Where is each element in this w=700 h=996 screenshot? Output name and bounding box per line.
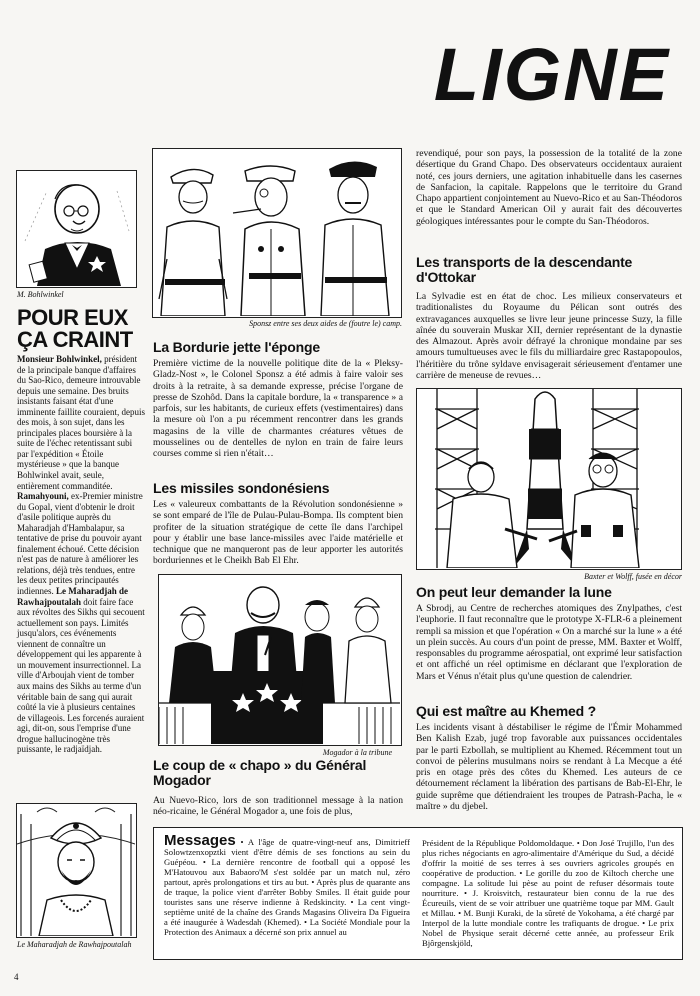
missiles-headline: Les missiles sondonésiens — [153, 480, 330, 496]
lune-article: A Sbrodj, au Centre de recherches atomiques des Znylpathes, c'est l'euphorie. Il faut reconnaître que le prototype X-FLR-6 a pleinement rempli sa mission et que l'opération « On a marché sur la lune » a été un plein succès. Au cours d'un point de presse, MM. Baxter et Wolff, responsables du programme aérospatial, ont exprimé leur satisfaction et ont affiché un réel optimisme en déclarant que l'exploration de Mars et Vénus n'était plus qu'une question de calendrier. — [416, 603, 682, 682]
missiles-article: Les « valeureux combattants de la Révolution sondonésienne » se sont emparé de l'île de Pulau-Pulau-Bompa. Ils comptent bien profiter de la situation stratégique de cette île dans l'archipel pour y établir une base lance-missiles avec l'aide matérielle et technique que ne manqueront pas de leur apporter les autorités borduriennes et le Cheikh Bab El Ehr. — [153, 499, 403, 567]
mogador-illustration — [158, 574, 402, 746]
left-column-text — [17, 354, 145, 755]
messages-title: Messages — [164, 832, 236, 849]
bordurie-headline: La Bordurie jette l'éponge — [153, 339, 320, 355]
portrait-caption: M. Bohlwinkel — [17, 290, 64, 299]
mogador-article: Au Nuevo-Rico, lors de son traditionnel message à la nation néo-ricaine, le Général Mogador a, une fois de plus, — [153, 795, 403, 818]
maharadjah-portrait — [16, 803, 137, 938]
maharadjah-caption: Le Maharadjah de Rawhajpoutalah — [17, 940, 132, 949]
masthead: LIGNE — [433, 33, 670, 116]
messages-col-1 — [164, 832, 410, 937]
lune-headline: On peut leur demander la lune — [416, 584, 612, 600]
ottokar-headline: Les transports de la descendante d'Ottokar — [416, 254, 633, 285]
left-column-title: POUR EUX ÇA CRAINT — [17, 305, 133, 352]
khemed-article: Les incidents visant à déstabiliser le régime de l'Émir Mohammed Ben Kalish Ezab, jugé trop favorable aux puissances occidentales par le parti Ezbollah, se multiplient au Khemed. Récemment tout un convoi de pèlerins musulmans noirs se rendant à La Mecque a été pris en otage près des côtes du Khemed. Les auteurs de ce détournement réclament la libération des partisans de Bab-El-Ehr, le guide suprême que détiendraient les troupes de Patrash-Pacha, le « maître » du djebel. — [416, 722, 682, 813]
mogador-headline: Le coup de « chapo » du Général Mogador — [153, 757, 367, 788]
grand-chapo-article: revendiqué, pour son pays, la possession de la totalité de la zone désertique du Grand Chapo. Des observateurs occidentaux auraient noté, ces jours derniers, une agitation inhabituelle dans les casernes de Sanfacion, la capitale. Rappelons que le territoire du Grand Chapo appartient conjointement au Nuevo-Rico et au San-Théodoros et que le Standard American Oil y aurait fait des découvertes géologiques intéressantes pour le compte du San-Théodoros. — [416, 148, 682, 227]
messages-col-1-text: • A l'âge de quatre-vingt-neuf ans, Dimitrieff Solowtzenxopztki vient d'être démis de ses fonctions au sein du Guépéou. • La dernière rencontre de football qui a opposé les M'Hatouvou aux Babaoro'M s'est soldée par un match nul, zéro partout, après prolongations et tirs au but. • Après plus de quarante ans de traque, la police vient d'arrêter Bobby Smiles. Il était guide pour touristes sans une réserve indienne à Redskincity. • La cent vingt-septième unité de la chaîne des Grands Magasins Oliveira Da Figueira a été inaugurée à Wadesdah (Khemed). • La Société Mondiale pour la Protection des Animaux a décerné son prix annuel au — [164, 837, 410, 937]
bohlwinkel-name: Monsieur Bohlwinkel, — [17, 354, 102, 364]
ramahyouni-text: ex-Premier ministre du Gopal, vient d'obtenir le droit d'asile politique auprès du Maharadjah d'Hambalapur, sa tentative de prise du pouvoir ayant finalement échoué. Cette décision n'est pas de nature à améliorer les relations, déjà très tendues, entre les deux petites principautés indiennes. — [17, 491, 143, 597]
maharadjah-text: doit faire face aux révoltes des Sikhs qui secouent actuellement son pays. Limités jusqu'alors, ces événements viennent de connaître un développement qui les apparente à un mouvement insurrectionnel. La ville d'Arboujah vient de tomber aux mains des Sikhs au terme d'un véritable bain de sang qui aurait coûté la vie à plusieurs centaines de villageois. Les forcenés auraient agi, dit-on, sous l'emprise d'une drogue hallucinogène très puissante, le radjaïdjah. — [17, 596, 145, 755]
bohlwinkel-portrait — [16, 170, 137, 288]
sponsz-caption: Sponsz entre ses deux aides de (foutre le) camp. — [249, 319, 402, 328]
bordurie-article: Première victime de la nouvelle politique dite de la « Pleksy-Gladz-Nost », le Colonel Sponsz a été admis à faire valoir ses droits à la retraite, à sa demande expresse, précise l'organe de presse de Szohôd. Dans la capitale bordure, la « transparence » a parfois, sur les habitants, de curieux effets (vestimentaires) dans la mesure où l'on a pu récemment rencontrer dans les grands magasins de la ville de charmantes créatures vêtues de mousselines ou de dentelles de nylon en train de faire leurs courses comme si rien n'était… — [153, 358, 403, 460]
rocket-illustration — [416, 388, 682, 570]
mogador-caption: Mogador à la tribune — [322, 748, 392, 757]
ottokar-article: La Sylvadie est en état de choc. Les milieux conservateurs et traditionalistes du Royaume du Pélican sont outrés des extravagances auxquelles se livre leur jeune princesse Suzy, la fille aînée du souverain Muskar XII, dernier représentant de la dynastie des Almazout. Après avoir défrayé la chronique mondaine par ses amours tumultueuses avec le fils du milliardaire grec Rastapopoulos, l'héritière du trône syldave envisagerait sérieusement d'entamer une carrière de meneuse de revues… — [416, 291, 682, 382]
sponsz-illustration — [152, 148, 402, 318]
messages-box — [153, 827, 683, 960]
ramahyouni-name: Ramahyouni, — [17, 491, 69, 502]
messages-col-2: Président de la République Poldomoldaque. • Don José Trujillo, l'un des plus riches négociants en agro-alimentaire d'Amérique du Sud, a décidé d'offrir la moitié de ses terres à ses ouvriers agricoles groupés en coopérative de production. • Le gorille du zoo de Kiltoch cherche une compagne. La solitude lui pèse au point de refuser désormais toute nourriture. • J. Kroisvitch, restaurateur bien connu de la rue des Écureuils, vient de se voir attribuer une quatrième toque par MM. Gault et Millau. • M. Bunji Kuraki, de la sûreté de Yokohama, a été chargé par Interpol de la lutte mondiale contre les trafiquants de drogue. • Le prix Nobel de Physique serait décerné cette année, au professeur Erik Bjôrgenskjöld, — [422, 838, 674, 948]
rocket-caption: Baxter et Wolff, fusée en décor — [584, 572, 682, 581]
bohlwinkel-text: président de la principale banque d'affaires du Sao-Rico, demeure introuvable depuis une semaine. Des bruits insistants faisant état d'une imminente faillite couraient, depuis des mois, à son sujet, dans les principales places boursière à la suite de l'échec retentissant subi par l'expédition « Étoile mystérieuse » que la banque Bohlwinkel avait, seule, entièrement commanditée. — [17, 354, 145, 491]
maharadjah-name: Le Maharadjah de Rawhajpoutalah — [17, 586, 128, 607]
page-number: 4 — [14, 972, 19, 982]
khemed-headline: Qui est maître au Khemed ? — [416, 703, 596, 719]
